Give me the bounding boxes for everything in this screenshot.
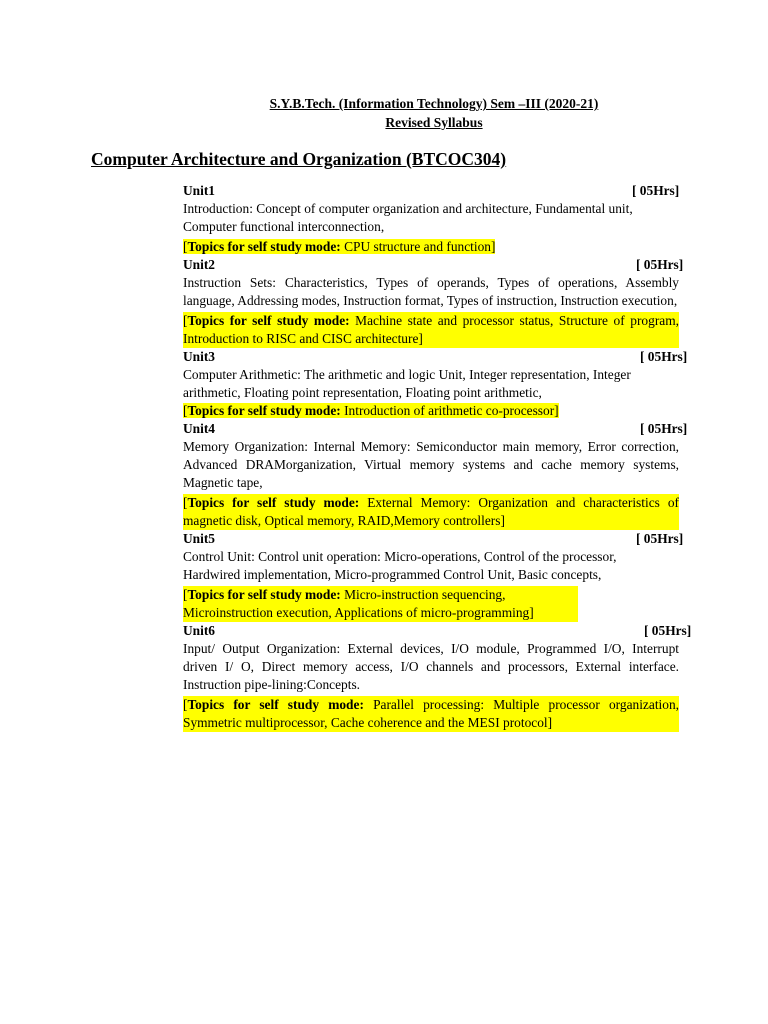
unit-description: Introduction: Concept of computer organization and architecture, Fundamental unit, Computer functional interconnection, [183, 201, 633, 234]
self-study-topics: [Topics for self study mode: Machine state and processor status, Structure of program, Introduction to RISC and CISC architecture] [183, 313, 679, 346]
self-study-topics: [Topics for self study mode: Introduction of arithmetic co-processor] [183, 403, 559, 418]
unit-heading [183, 622, 692, 640]
unit-description: Input/ Output Organization: External devices, I/O module, Programmed I/O, Interrupt driven I/ O, Direct memory access, I/O channels and processors, External interface. Instruction pipe-lining:Concepts. [183, 641, 679, 692]
unit-name: Unit2 [183, 257, 215, 272]
topics-label: Topics for self study mode: [187, 495, 360, 510]
self-study-topics: [Topics for self study mode: CPU structure and function] [183, 239, 496, 254]
unit-section [183, 182, 679, 256]
topics-label: Topics for self study mode: [187, 313, 350, 328]
course-title: Computer Architecture and Organization (BTCOC304) [91, 149, 507, 169]
unit-name: Unit1 [183, 183, 215, 198]
unit-section [183, 256, 684, 348]
unit-heading [183, 256, 684, 274]
unit-description: Memory Organization: Internal Memory: Semiconductor main memory, Error correction, Advanced DRAMorganization, Virtual memory systems and cache memory systems, Magnetic tape, [183, 439, 679, 490]
topics-label: Topics for self study mode: [187, 697, 364, 712]
unit-hours: [ 05Hrs] [640, 421, 688, 436]
unit-hours: [ 05Hrs] [636, 257, 684, 272]
unit-heading [183, 182, 679, 200]
self-study-topics: [Topics for self study mode: External Memory: Organization and characteristics of magnetic disk, Optical memory, RAID,Memory controllers] [183, 495, 679, 528]
unit-hours: [ 05Hrs] [632, 183, 680, 198]
unit-description: Instruction Sets: Characteristics, Types of operands, Types of operations, Assembly language, Addressing modes, Instruction format, Types of instruction, Instruction execution, [183, 275, 679, 308]
unit-description: Control Unit: Control unit operation: Micro-operations, Control of the processor, Hardwired implementation, Micro-programmed Control Unit, Basic concepts, [183, 549, 617, 582]
unit-name: Unit6 [183, 623, 215, 638]
unit-description: Computer Arithmetic: The arithmetic and logic Unit, Integer representation, Integer arithmetic, Floating point representation, Floating point arithmetic, [183, 367, 631, 400]
unit-heading [183, 420, 688, 438]
unit-section [183, 622, 692, 732]
unit-section [183, 420, 688, 530]
topics-label: Topics for self study mode: [187, 403, 341, 418]
self-study-topics: [Topics for self study mode: Parallel processing: Multiple processor organization, Symmetric multiprocessor, Cache coherence and the MESI protocol] [183, 697, 679, 730]
unit-name: Unit3 [183, 349, 215, 364]
unit-hours: [ 05Hrs] [644, 623, 692, 638]
unit-heading [183, 530, 684, 548]
unit-name: Unit4 [183, 421, 215, 436]
syllabus-subheader: Revised Syllabus [385, 115, 483, 130]
program-header: S.Y.B.Tech. (Information Technology) Sem –III (2020-21) [269, 96, 599, 111]
syllabus-content [183, 182, 692, 732]
unit-section [183, 530, 684, 622]
topics-label: Topics for self study mode: [187, 587, 341, 602]
self-study-topics: [Topics for self study mode: Micro-instruction sequencing, Microinstruction execution, Applications of micro-programming] [183, 586, 578, 622]
topics-label: Topics for self study mode: [187, 239, 341, 254]
unit-hours: [ 05Hrs] [636, 531, 684, 546]
unit-name: Unit5 [183, 531, 215, 546]
unit-section [183, 348, 688, 420]
unit-hours: [ 05Hrs] [640, 349, 688, 364]
unit-heading [183, 348, 688, 366]
